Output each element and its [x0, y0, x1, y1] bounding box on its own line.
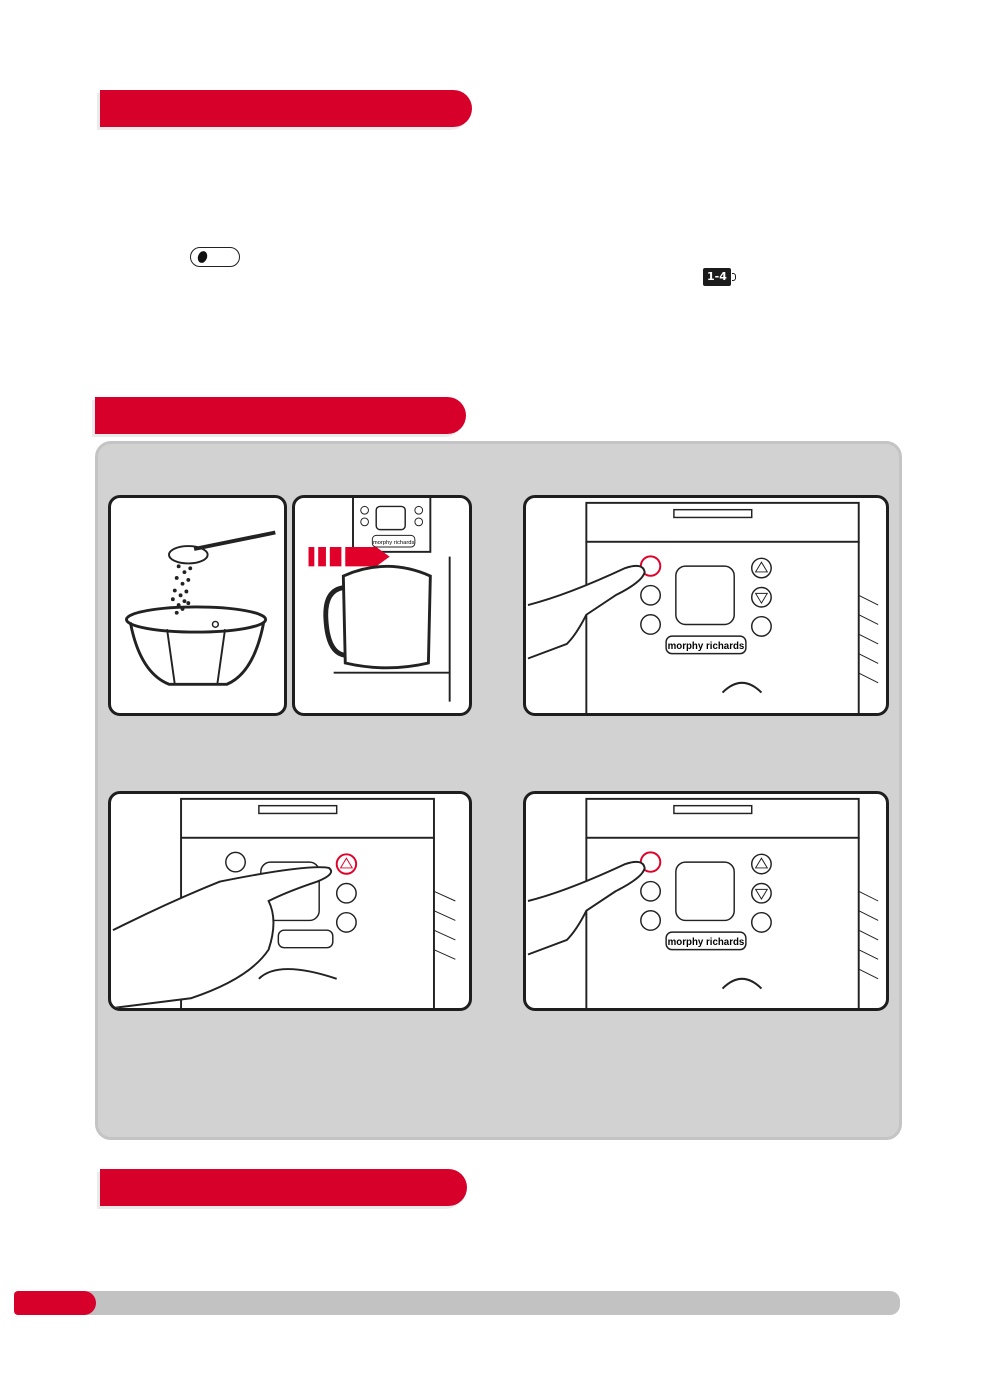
brand-label: morphy richards — [667, 640, 745, 652]
illustration-press-clock — [523, 495, 889, 716]
brand-label-small: morphy richards — [372, 540, 415, 547]
section-heading — [100, 99, 114, 118]
cups-setting-label: 1-4 — [707, 270, 727, 283]
illustration-press-up — [108, 791, 472, 1011]
illustration-filter-coffee — [108, 495, 287, 716]
section-heading — [100, 1178, 114, 1197]
section-heading — [95, 406, 109, 425]
control-panel-confirm-drawing — [526, 794, 886, 1008]
section-banner-bottom — [100, 1169, 467, 1206]
carafe-drawing — [295, 498, 469, 713]
battery-cap-icon — [732, 273, 736, 281]
section-banner-top — [100, 90, 472, 127]
section-banner-middle — [95, 397, 466, 434]
control-panel-drawing — [526, 498, 886, 713]
filter-basket-drawing — [111, 498, 284, 713]
page-number — [14, 1295, 24, 1310]
brand-label: morphy richards — [667, 936, 745, 948]
footer-bar — [14, 1291, 900, 1315]
coffee-bean-icon — [196, 250, 209, 264]
footer-page-tab — [14, 1291, 96, 1315]
cups-setting-icon — [703, 268, 731, 286]
control-panel-up-drawing — [111, 794, 469, 1008]
bean-strength-pill — [190, 247, 240, 267]
illustration-confirm-clock — [523, 791, 889, 1011]
illustration-insert-carafe — [292, 495, 472, 716]
